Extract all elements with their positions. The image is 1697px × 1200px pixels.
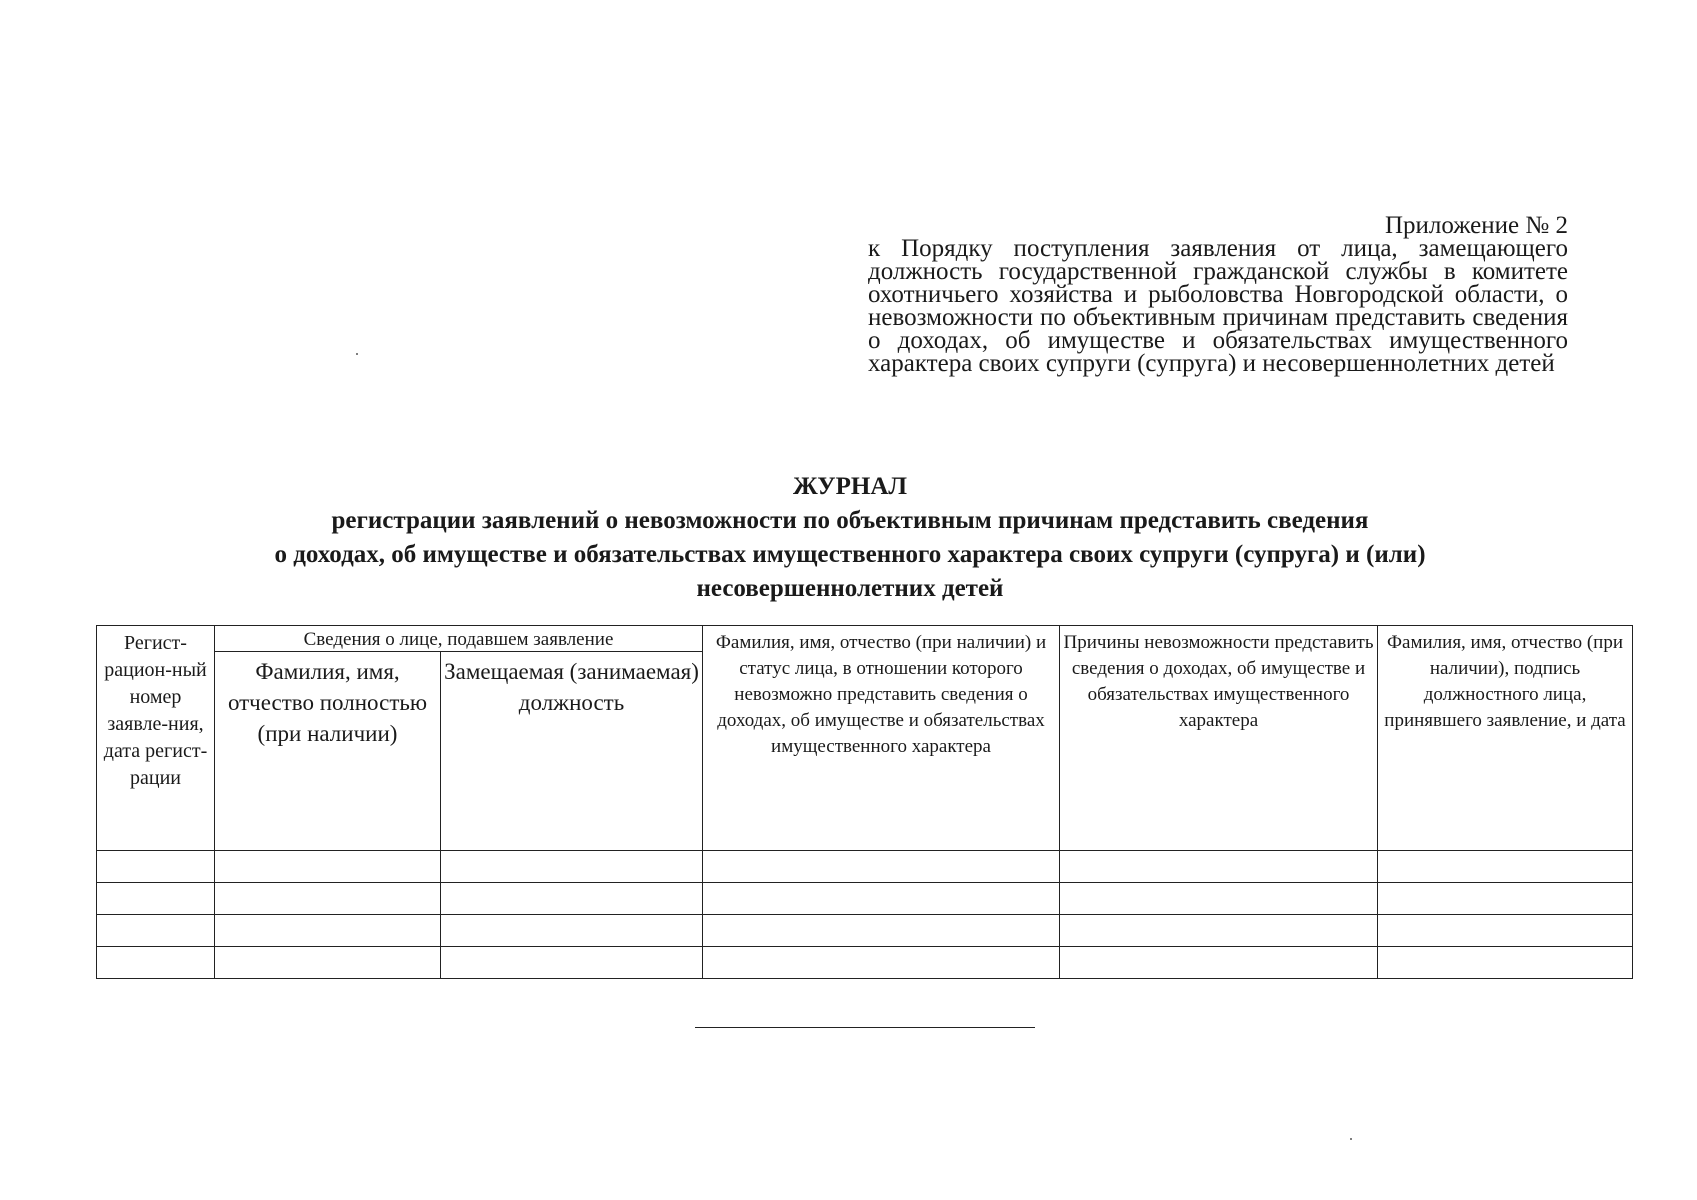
title-line: о доходах, об имуществе и обязательствах имущественного характера своих супруги (супруга) и (или) — [274, 541, 1426, 568]
table-cell — [1060, 947, 1378, 979]
document-title — [200, 470, 1500, 606]
scan-speck — [1350, 1138, 1352, 1140]
header-full-name: Фамилия, имя, отчество полностью (при наличии) — [215, 652, 441, 851]
table-cell — [703, 883, 1060, 915]
table-cell — [215, 915, 441, 947]
table-cell — [1378, 883, 1633, 915]
table-cell — [1060, 883, 1378, 915]
table-cell — [1060, 915, 1378, 947]
appendix-block — [868, 214, 1568, 375]
table-cell — [703, 947, 1060, 979]
closing-divider-line — [695, 1027, 1035, 1028]
table-cell — [441, 947, 703, 979]
table-row — [97, 883, 1633, 915]
table-cell — [703, 851, 1060, 883]
table-cell — [1378, 851, 1633, 883]
title-line: несовершеннолетних детей — [696, 575, 1004, 602]
table-cell — [97, 883, 215, 915]
table-cell — [97, 851, 215, 883]
title-line: регистрации заявлений о невозможности по объективным причинам представить сведения — [331, 507, 1369, 534]
table-row — [97, 947, 1633, 979]
table-cell — [441, 851, 703, 883]
header-official: Фамилия, имя, отчество (при наличии), подпись должностного лица, принявшего заявление, и дата — [1378, 626, 1633, 851]
header-subject-person: Фамилия, имя, отчество (при наличии) и статус лица, в отношении которого невозможно представить сведения о доходах, об имуществе и обязательствах имущественного характера — [703, 626, 1060, 851]
header-applicant-group: Сведения о лице, подавшем заявление — [215, 626, 703, 652]
header-reg-number: Регист-рацион-ный номер заявле-ния, дата регист-рации — [97, 626, 215, 851]
table-cell — [215, 851, 441, 883]
appendix-text: к Порядку поступления заявления от лица, замещающего должность государственной гражданской службы в комитете охотничьего хозяйства и рыболовства Новгородской области, о невозможности по объективным причинам представить сведения о доходах, об имуществе и обязательствах имущественного характера своих супруги (супруга) и несовершеннолетних детей — [868, 235, 1568, 377]
table-cell — [441, 883, 703, 915]
table-cell — [215, 883, 441, 915]
table-cell — [703, 915, 1060, 947]
appendix-number: Приложение № 2 — [1384, 212, 1568, 239]
header-reasons: Причины невозможности представить сведения о доходах, об имуществе и обязательствах имущественного характера — [1060, 626, 1378, 851]
table-cell — [1060, 851, 1378, 883]
table-row — [97, 851, 1633, 883]
header-position: Замещаемая (занимаемая) должность — [441, 652, 703, 851]
table-cell — [97, 915, 215, 947]
table-cell — [441, 915, 703, 947]
table-cell — [215, 947, 441, 979]
registration-journal-table — [96, 625, 1633, 979]
table-row — [97, 915, 1633, 947]
scan-speck — [356, 353, 358, 355]
table-cell — [1378, 947, 1633, 979]
table-cell — [1378, 915, 1633, 947]
table-cell — [97, 947, 215, 979]
title-heading: ЖУРНАЛ — [792, 473, 908, 500]
